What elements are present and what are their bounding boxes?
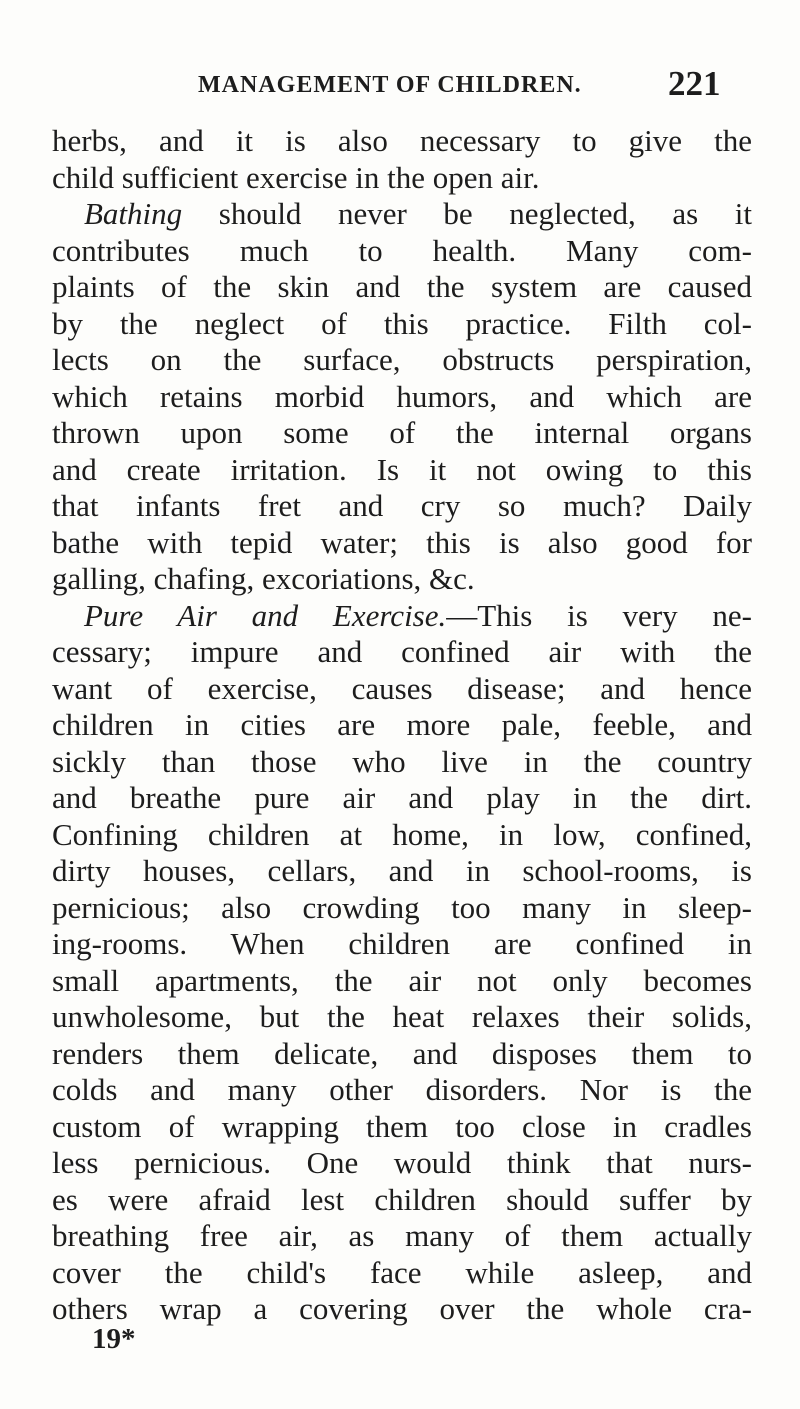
italic-heading-bathing: Bathing xyxy=(84,196,183,231)
text-line: and breathe pure air and play in the dirt. xyxy=(52,780,752,815)
text-line: contributes much to health. Many com- xyxy=(52,232,752,268)
text-line: breathing free air, as many of them actually xyxy=(52,1218,752,1253)
text-line: cover the child's face while asleep, and xyxy=(52,1254,752,1290)
text-line: es were afraid lest children should suffer by xyxy=(52,1181,752,1217)
text-line: others wrap a covering over the whole cra- xyxy=(52,1291,752,1326)
text-line: colds and many other disorders. Nor is the xyxy=(52,1072,752,1107)
text-line: pernicious; also crowding too many in sleep- xyxy=(52,889,752,925)
text-line: want of exercise, causes disease; and hence xyxy=(52,670,752,706)
text-line: plaints of the skin and the system are caused xyxy=(52,269,752,304)
text-line xyxy=(52,598,752,635)
body-text xyxy=(52,123,752,1328)
text-line: herbs, and it is also necessary to give the xyxy=(52,123,752,158)
text-line: children in cities are more pale, feeble, and xyxy=(52,707,752,742)
text-line: cessary; impure and confined air with the xyxy=(52,634,752,669)
text-line: and create irritation. Is it not owing to this xyxy=(52,451,752,487)
page-number: 221 xyxy=(668,64,721,103)
text-line xyxy=(52,196,752,233)
text-line: less pernicious. One would think that nurs- xyxy=(52,1145,752,1180)
text-line: bathe with tepid water; this is also good for xyxy=(52,524,752,560)
text-line: ing-rooms. When children are confined in xyxy=(52,926,752,961)
italic-heading-pure-air: Pure Air and Exercise. xyxy=(84,597,447,633)
text-line: renders them delicate, and disposes them to xyxy=(52,1035,752,1071)
text-line: custom of wrapping them too close in cradles xyxy=(52,1108,752,1144)
text-line: small apartments, the air not only becomes xyxy=(52,962,752,998)
running-head xyxy=(0,62,800,106)
running-title: MANAGEMENT OF CHILDREN. xyxy=(198,72,582,98)
text-line: child sufficient exercise in the open air. xyxy=(52,159,540,195)
text-line: dirty houses, cellars, and in school-rooms, is xyxy=(52,853,752,888)
text-line: unwholesome, but the heat relaxes their solids, xyxy=(52,999,752,1034)
text-line: that infants fret and cry so much? Daily xyxy=(52,488,752,523)
signature-mark: 19* xyxy=(92,1323,136,1355)
text-line: thrown upon some of the internal organs xyxy=(52,415,752,450)
text-line: Confining children at home, in low, confined, xyxy=(52,816,752,852)
text-line: galling, chafing, excoriations, &c. xyxy=(52,561,475,596)
text-line: lects on the surface, obstructs perspiration, xyxy=(52,342,752,377)
text-line: sickly than those who live in the country xyxy=(52,743,752,779)
text-line: by the neglect of this practice. Filth col- xyxy=(52,305,752,341)
text-fragment: should never be neglected, as it xyxy=(182,196,752,231)
text-line: which retains morbid humors, and which are xyxy=(52,378,752,414)
text-fragment: —This is very ne- xyxy=(446,597,752,633)
